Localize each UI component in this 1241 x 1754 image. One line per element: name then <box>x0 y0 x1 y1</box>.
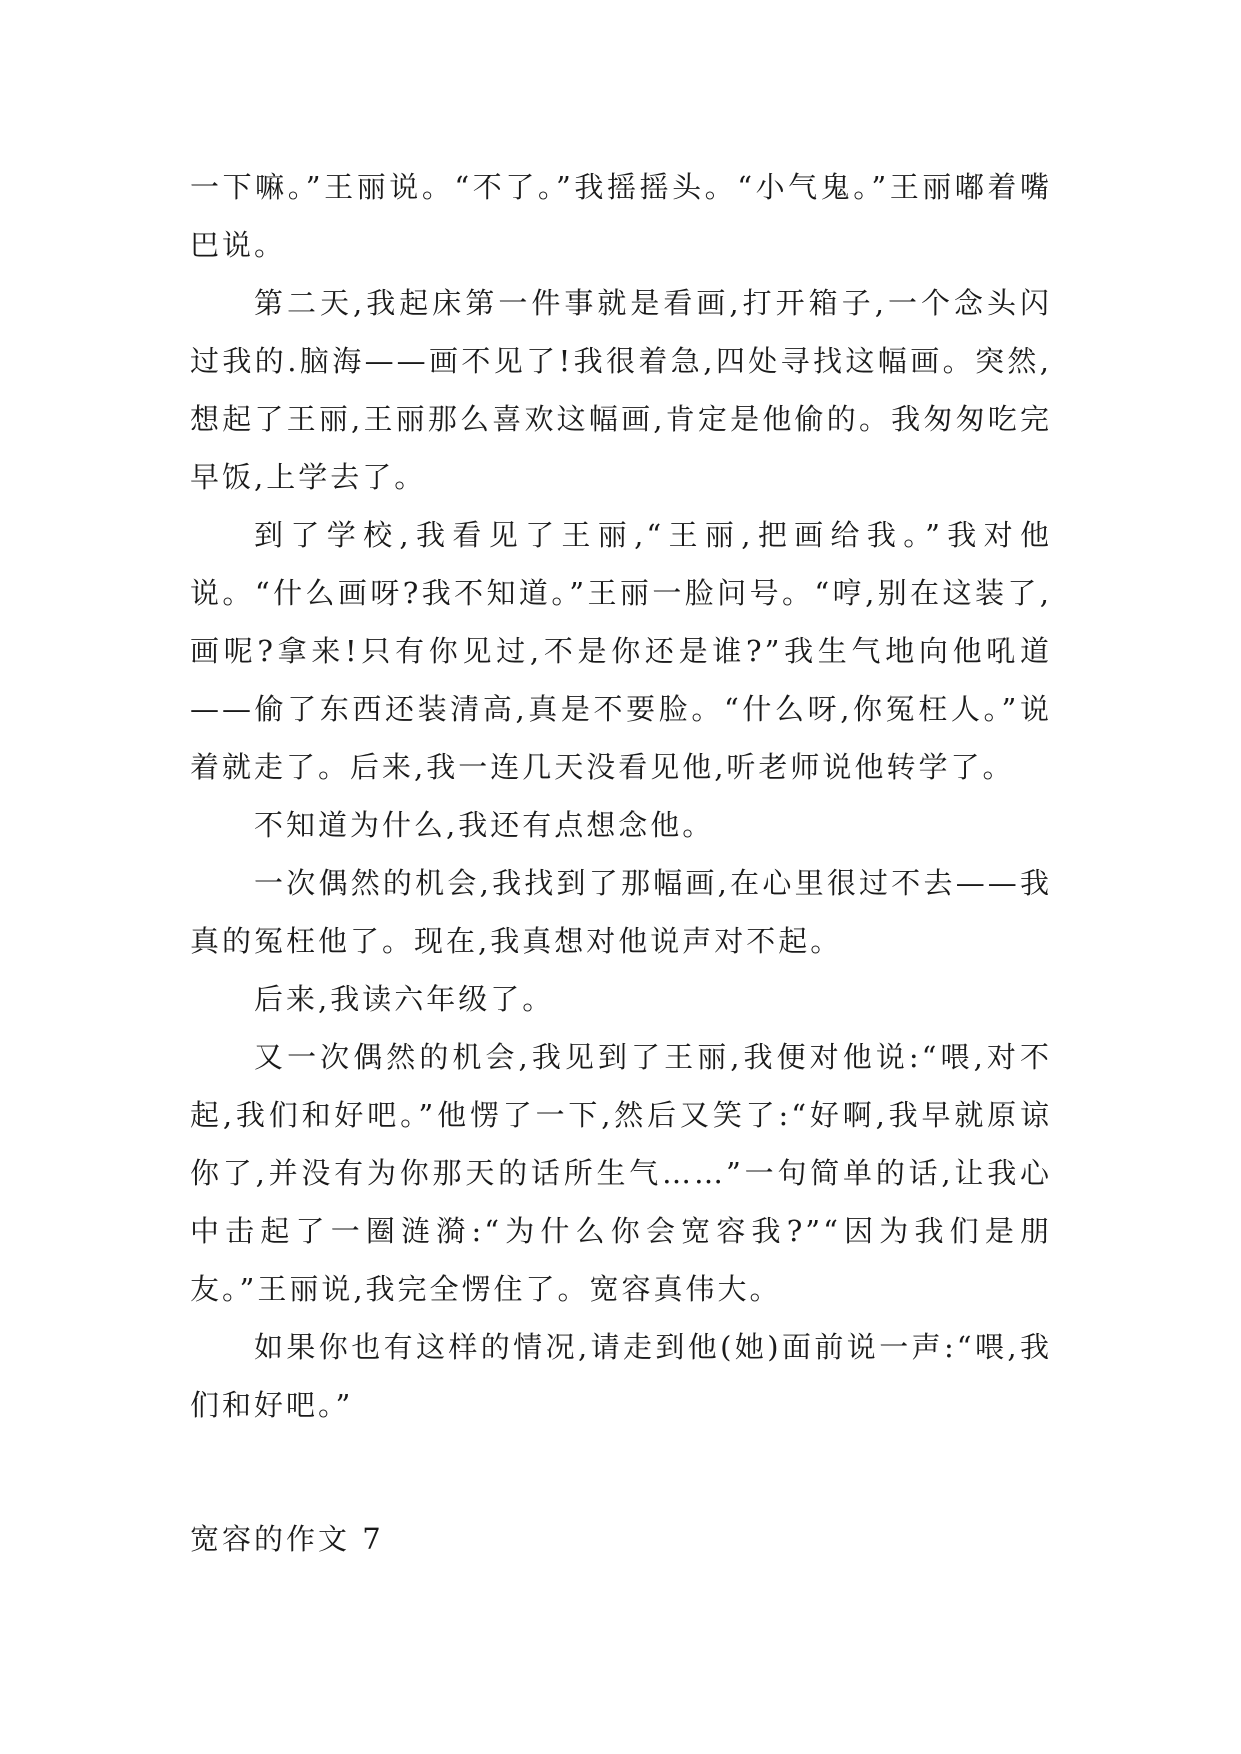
paragraph-4: 不知道为什么,我还有点想念他。 <box>254 808 715 842</box>
document-body <box>190 158 1052 1434</box>
paragraph-5: 一次偶然的机会,我找到了那幅画,在心里很过不去——我真的冤枉他了。现在,我真想对他说声对不起。 <box>190 866 1052 958</box>
paragraph-7: 又一次偶然的机会,我见到了王丽,我便对他说:“喂,对不起,我们和好吧。”他愣了一下,然后又笑了:“好啊,我早就原谅你了,并没有为你那天的话所生气……”一句简单的话,让我心中击起了一圈涟漪:“为什么你会宽容我?”“因为我们是朋友。”王丽说,我完全愣住了。宽容真伟大。 <box>190 1040 1052 1306</box>
paragraph-3: 到了学校,我看见了王丽,“王丽,把画给我。”我对他说。“什么画呀?我不知道。”王丽一脸问号。“哼,别在这装了,画呢?拿来!只有你见过,不是你还是谁?”我生气地向他吼道——偷了东西还装清高,真是不要脸。“什么呀,你冤枉人。”说着就走了。后来,我一连几天没看见他,听老师说他转学了。 <box>190 518 1052 784</box>
paragraph-6: 后来,我读六年级了。 <box>254 982 555 1016</box>
paragraph-8: 如果你也有这样的情况,请走到他(她)面前说一声:“喂,我们和好吧。” <box>190 1330 1052 1422</box>
section-heading: 宽容的作文 7 <box>190 1522 384 1556</box>
paragraph-1: 一下嘛。”王丽说。“不了。”我摇摇头。“小气鬼。”王丽嘟着嘴巴说。 <box>190 170 1052 262</box>
paragraph-2: 第二天,我起床第一件事就是看画,打开箱子,一个念头闪过我的.脑海——画不见了!我很着急,四处寻找这幅画。突然,想起了王丽,王丽那么喜欢这幅画,肯定是他偷的。我匆匆吃完早饭,上学去了。 <box>190 286 1052 494</box>
